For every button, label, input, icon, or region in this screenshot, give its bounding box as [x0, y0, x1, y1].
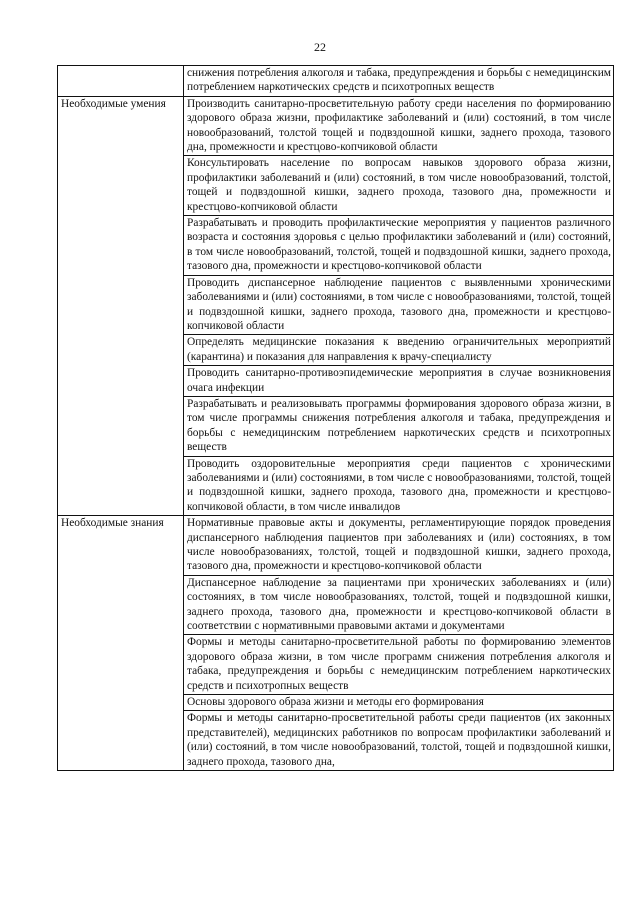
table-cell: Диспансерное наблюдение за пациентами при хронических заболеваниях и (или) состояниях, в том числе новообразованиях, толстой, тощей и подвздошной кишки, заднего прохода, тазового дна, промежности и крестцово-копчиковой области в соответствии с нормативными правовыми актами и документами	[184, 575, 614, 635]
table-cell: Проводить санитарно-противоэпидемические мероприятия в случае возникновения очага инфекции	[184, 366, 614, 397]
competency-table	[57, 65, 614, 771]
table-cell: Проводить диспансерное наблюдение пациентов с выявленными хроническими заболеваниями и (или) состояниями, в том числе с новообразованиями, толстой, тощей и подвздошной кишки, заднего прохода, тазового дна, промежности и крестцово-копчиковой области	[184, 275, 614, 335]
table-cell: Производить санитарно-просветительную работу среди населения по формированию здорового образа жизни, профилактике заболеваний и (или) состояний, в том числе новообразований, толстой тощей и подвздошной кишки, заднего прохода, тазового дна, промежности и крестцово-копчиковой области	[184, 96, 614, 156]
table-cell: Формы и методы санитарно-просветительной работы по формированию элементов здорового образа жизни, в том числе программ снижения потребления алкоголя и табака, предупреждения и борьбы с немедицинским потреблением наркотических средств и психотропных веществ	[184, 635, 614, 695]
section-label-skills: Необходимые умения	[58, 96, 184, 515]
table-cell: Консультировать население по вопросам навыков здорового образа жизни, профилактики заболеваний и (или) состояний, в том числе новообразований, толстой, тощей и подвздошной кишки, заднего прохода, тазового дна, промежности и крестцово-копчиковой области	[184, 156, 614, 216]
table-cell: Проводить оздоровительные мероприятия среди пациентов с хроническими заболеваниями и (или) состояниями, в том числе с новообразованиями, толстой, тощей и подвздошной кишки, заднего прохода, тазового дна, промежности и крестцово-копчиковой области, в том числе инвалидов	[184, 456, 614, 516]
table-cell: Основы здорового образа жизни и методы его формирования	[184, 695, 614, 711]
section-label-knowledge: Необходимые знания	[58, 516, 184, 771]
table-cell: Разрабатывать и реализовывать программы формирования здорового образа жизни, в том числе программы снижения потребления алкоголя и табака, предупреждения и борьбы с немедицинским потреблением наркотических средств и психотропных веществ	[184, 396, 614, 456]
page-number: 22	[314, 40, 326, 54]
table-row	[58, 516, 614, 576]
table-cell: Формы и методы санитарно-просветительной работы среди пациентов (их законных представителей), медицинских работников по вопросам профилактики заболеваний и (или) состояний, в том числе новообразований, толстой, тощей и подвздошной кишки, заднего прохода, тазового дна,	[184, 711, 614, 771]
table-cell: Разрабатывать и проводить профилактические мероприятия у пациентов различного возраста и состояния здоровья с целью профилактики заболеваний и (или) состояний, в том числе новообразований, толстой, тощей и подвздошной кишки, заднего прохода, тазового дна, промежности и крестцово-копчиковой области	[184, 216, 614, 276]
table-cell: Нормативные правовые акты и документы, регламентирующие порядок проведения диспансерного наблюдения пациентов при заболеваниях и (или) состояниях, в том числе новообразованиях, толстой, тощей и подвздошной кишки, заднего прохода, тазового дна, промежности и крестцово-копчиковой области	[184, 516, 614, 576]
table-row	[58, 96, 614, 156]
table-row	[58, 66, 614, 97]
table-cell: Определять медицинские показания к введению ограничительных мероприятий (карантина) и показания для направления к врачу-специалисту	[184, 335, 614, 366]
table-cell: снижения потребления алкоголя и табака, предупреждения и борьбы с немедицинским потреблением наркотических средств и психотропных веществ	[184, 66, 614, 97]
row-label-empty	[58, 66, 184, 97]
